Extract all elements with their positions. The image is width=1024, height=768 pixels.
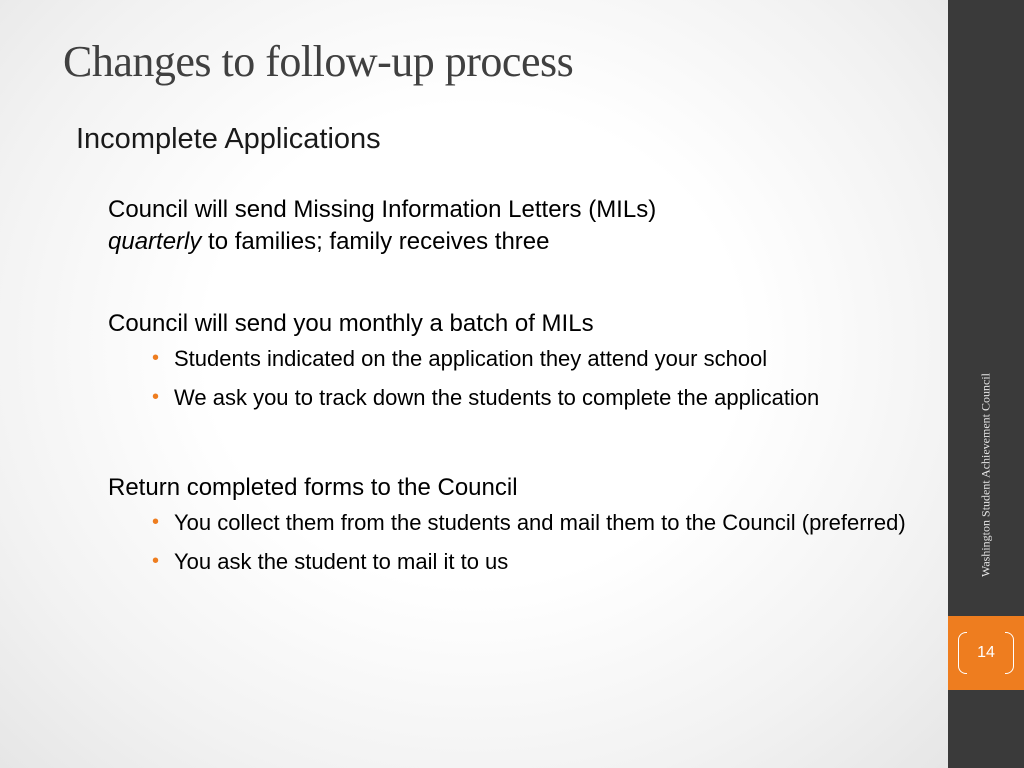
bullet-item: • We ask you to track down the students to complete the application xyxy=(174,383,928,412)
slide-body xyxy=(108,194,928,586)
item-text-line2 xyxy=(108,226,928,258)
item-text-line2-rest: to families; family receives three xyxy=(201,228,550,255)
emphasis-quarterly: quarterly xyxy=(108,228,202,255)
item-monthly-batch: Council will send you monthly a batch of MILs xyxy=(108,310,594,337)
item-mil-quarterly xyxy=(108,194,928,258)
slide-subtitle: Incomplete Applications xyxy=(76,123,381,155)
organization-label: Washington Student Achievement Council xyxy=(978,372,993,578)
bullet-item: • You collect them from the students and mail them to the Council (preferred) xyxy=(174,508,928,537)
bullet-list-monthly xyxy=(108,344,928,412)
bracket-frame-icon xyxy=(958,632,1014,674)
item-return-forms: Return completed forms to the Council xyxy=(108,474,518,501)
item-text-line1: Council will send Missing Information Letters (MILs) xyxy=(108,196,657,223)
page-number-box xyxy=(948,616,1024,690)
slide-title: Changes to follow-up process xyxy=(63,37,574,86)
bullet-item: • You ask the student to mail it to us xyxy=(174,547,928,576)
bullet-item: • Students indicated on the application they attend your school xyxy=(174,344,928,373)
bullet-list-return xyxy=(108,508,928,576)
page-number: 14 xyxy=(977,644,995,661)
